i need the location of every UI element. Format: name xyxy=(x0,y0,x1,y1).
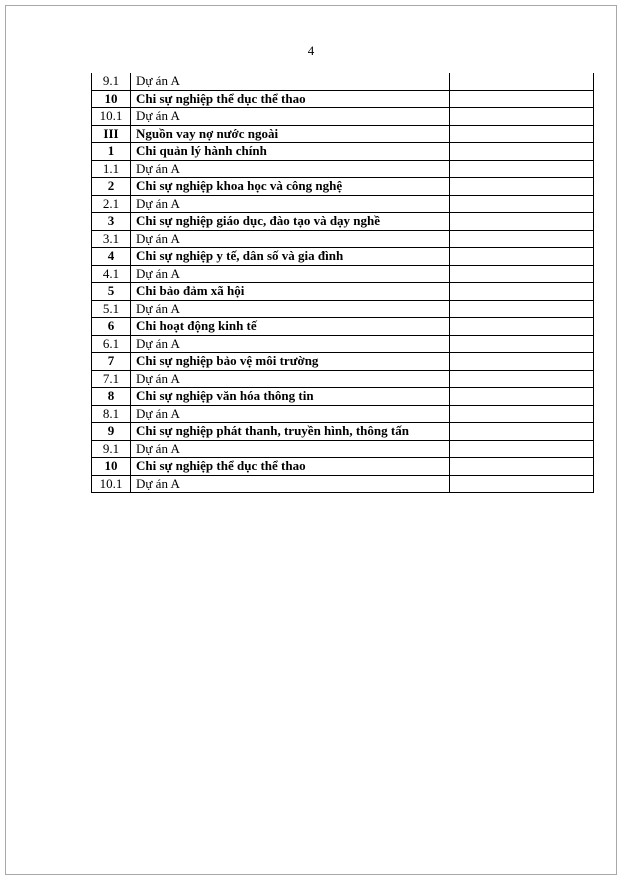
row-name-cell: Chi sự nghiệp y tế, dân số và gia đình xyxy=(131,248,450,266)
table-row xyxy=(92,143,594,161)
table-row xyxy=(92,440,594,458)
row-number-cell: 10.1 xyxy=(92,475,131,493)
table-row xyxy=(92,160,594,178)
row-name-cell: Chi sự nghiệp thể dục thể thao xyxy=(131,458,450,476)
row-number-cell: 10 xyxy=(92,458,131,476)
table-row xyxy=(92,73,594,90)
row-value-cell xyxy=(450,178,594,196)
row-value-cell xyxy=(450,73,594,90)
page-number: 4 xyxy=(307,43,315,58)
row-number-cell: 8.1 xyxy=(92,405,131,423)
row-number-cell: III xyxy=(92,125,131,143)
row-value-cell xyxy=(450,213,594,231)
table-row xyxy=(92,370,594,388)
row-number-cell: 9.1 xyxy=(92,440,131,458)
row-name-cell: Dự án A xyxy=(131,335,450,353)
table-row xyxy=(92,90,594,108)
row-value-cell xyxy=(450,405,594,423)
row-number-cell: 4.1 xyxy=(92,265,131,283)
row-number-cell: 9 xyxy=(92,423,131,441)
row-number-cell: 5 xyxy=(92,283,131,301)
row-name-cell: Dự án A xyxy=(131,230,450,248)
row-number-cell: 5.1 xyxy=(92,300,131,318)
row-name-cell: Chi sự nghiệp bảo vệ môi trường xyxy=(131,353,450,371)
row-name-cell: Dự án A xyxy=(131,370,450,388)
table-row xyxy=(92,265,594,283)
row-value-cell xyxy=(450,143,594,161)
budget-table xyxy=(91,73,594,493)
row-number-cell: 2 xyxy=(92,178,131,196)
row-name-cell: Nguồn vay nợ nước ngoài xyxy=(131,125,450,143)
table-row xyxy=(92,178,594,196)
row-value-cell xyxy=(450,370,594,388)
row-name-cell: Dự án A xyxy=(131,160,450,178)
table-row xyxy=(92,195,594,213)
row-name-cell: Dự án A xyxy=(131,300,450,318)
row-name-cell: Dự án A xyxy=(131,108,450,126)
row-number-cell: 7 xyxy=(92,353,131,371)
row-number-cell: 10.1 xyxy=(92,108,131,126)
row-number-cell: 1.1 xyxy=(92,160,131,178)
table-row xyxy=(92,475,594,493)
row-number-cell: 7.1 xyxy=(92,370,131,388)
table-row xyxy=(92,423,594,441)
row-value-cell xyxy=(450,458,594,476)
row-name-cell: Chi hoạt động kinh tế xyxy=(131,318,450,336)
row-value-cell xyxy=(450,283,594,301)
table-row xyxy=(92,300,594,318)
row-number-cell: 1 xyxy=(92,143,131,161)
row-name-cell: Dự án A xyxy=(131,265,450,283)
row-value-cell xyxy=(450,423,594,441)
row-value-cell xyxy=(450,475,594,493)
table-row xyxy=(92,405,594,423)
row-name-cell: Dự án A xyxy=(131,475,450,493)
row-number-cell: 4 xyxy=(92,248,131,266)
row-value-cell xyxy=(450,335,594,353)
row-value-cell xyxy=(450,265,594,283)
row-value-cell xyxy=(450,318,594,336)
row-value-cell xyxy=(450,160,594,178)
row-value-cell xyxy=(450,388,594,406)
row-name-cell: Chi sự nghiệp phát thanh, truyền hình, thông tấn xyxy=(131,423,450,441)
row-number-cell: 9.1 xyxy=(92,73,131,90)
row-name-cell: Dự án A xyxy=(131,73,450,90)
table-row xyxy=(92,388,594,406)
row-name-cell: Dự án A xyxy=(131,195,450,213)
row-value-cell xyxy=(450,353,594,371)
row-number-cell: 3 xyxy=(92,213,131,231)
row-name-cell: Dự án A xyxy=(131,440,450,458)
row-number-cell: 8 xyxy=(92,388,131,406)
row-name-cell: Chi quản lý hành chính xyxy=(131,143,450,161)
row-value-cell xyxy=(450,90,594,108)
row-number-cell: 6.1 xyxy=(92,335,131,353)
row-value-cell xyxy=(450,248,594,266)
table-row xyxy=(92,283,594,301)
row-number-cell: 2.1 xyxy=(92,195,131,213)
row-value-cell xyxy=(450,440,594,458)
row-name-cell: Chi sự nghiệp thể dục thể thao xyxy=(131,90,450,108)
row-number-cell: 3.1 xyxy=(92,230,131,248)
row-value-cell xyxy=(450,230,594,248)
row-number-cell: 10 xyxy=(92,90,131,108)
table-row xyxy=(92,248,594,266)
table-row xyxy=(92,458,594,476)
table-row xyxy=(92,108,594,126)
row-value-cell xyxy=(450,195,594,213)
row-name-cell: Chi sự nghiệp văn hóa thông tin xyxy=(131,388,450,406)
table-row xyxy=(92,125,594,143)
row-value-cell xyxy=(450,300,594,318)
table-row xyxy=(92,335,594,353)
table-row xyxy=(92,353,594,371)
row-name-cell: Chi sự nghiệp khoa học và công nghệ xyxy=(131,178,450,196)
row-name-cell: Chi sự nghiệp giáo dục, đào tạo và dạy nghề xyxy=(131,213,450,231)
table-row xyxy=(92,318,594,336)
row-value-cell xyxy=(450,125,594,143)
row-number-cell: 6 xyxy=(92,318,131,336)
table-row xyxy=(92,213,594,231)
table-row xyxy=(92,230,594,248)
row-name-cell: Chi bảo đảm xã hội xyxy=(131,283,450,301)
row-value-cell xyxy=(450,108,594,126)
budget-table-body xyxy=(92,73,594,493)
row-name-cell: Dự án A xyxy=(131,405,450,423)
